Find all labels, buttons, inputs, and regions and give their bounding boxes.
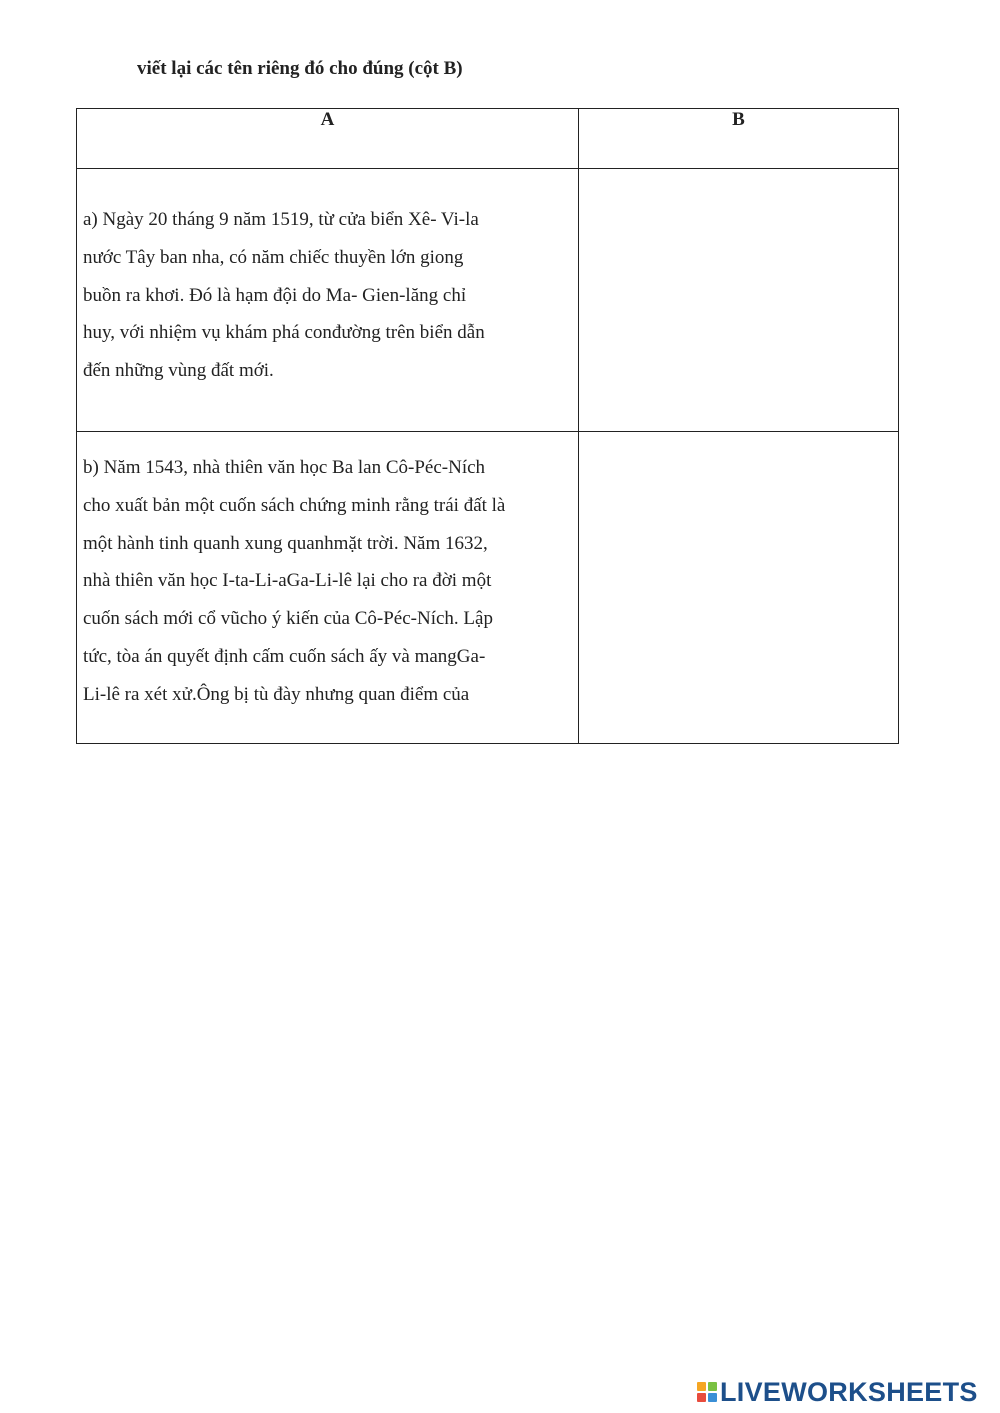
logo-tile — [697, 1393, 706, 1402]
passage-b — [77, 432, 578, 714]
passage-line: tức, tòa án quyết định cấm cuốn sách ấy và mangGa- — [83, 645, 486, 667]
brand-name: LIVEWORKSHEETS — [720, 1376, 978, 1407]
passage-line: một hành tinh quanh xung quanhmặt trời. Năm 1632, — [83, 532, 488, 554]
logo-tile — [708, 1382, 717, 1391]
passage-line: cuốn sách mới cổ vũcho ý kiến của Cô-Péc-Ních. Lập — [83, 608, 493, 630]
passage-line: buồn ra khơi. Đó là hạm đội do Ma- Gien-lăng chỉ — [83, 284, 467, 306]
passage-line: huy, với nhiệm vụ khám phá conđường trên biển dẫn — [83, 322, 485, 344]
passage-line: nước Tây ban nha, có năm chiếc thuyền lớn giong — [83, 246, 464, 268]
table-row — [77, 432, 899, 744]
instruction-heading: viết lại các tên riêng đó cho đúng (cột B) — [137, 58, 463, 79]
passage-line: b) Năm 1543, nhà thiên văn học Ba lan Cô-Péc-Ních — [83, 457, 486, 478]
worksheet-table — [76, 108, 899, 744]
liveworksheets-logo-icon — [697, 1382, 717, 1402]
passage-line: Li-lê ra xét xử.Ông bị tù đày nhưng quan điểm của — [83, 683, 470, 705]
liveworksheets-brand[interactable] — [697, 1377, 978, 1407]
passage-cell-a — [77, 169, 579, 432]
answer-field-a[interactable] — [579, 169, 899, 432]
passage-cell-b — [77, 432, 579, 744]
column-b-header: B — [579, 109, 899, 169]
logo-tile — [697, 1382, 706, 1391]
passage-line: nhà thiên văn học I-ta-Li-aGa-Li-lê lại cho ra đời một — [83, 570, 492, 592]
passage-line: cho xuất bản một cuốn sách chứng minh rằng trái đất là — [83, 494, 506, 516]
answer-field-b[interactable] — [579, 432, 899, 744]
table-row — [77, 169, 899, 432]
passage-line: đến những vùng đất mới. — [83, 360, 274, 382]
passage-line: a) Ngày 20 tháng 9 năm 1519, từ cửa biển Xê- Vi-la — [83, 209, 479, 230]
passage-a — [77, 169, 578, 390]
logo-tile — [708, 1393, 717, 1402]
table-header-row — [77, 109, 899, 169]
column-a-header: A — [77, 109, 579, 169]
